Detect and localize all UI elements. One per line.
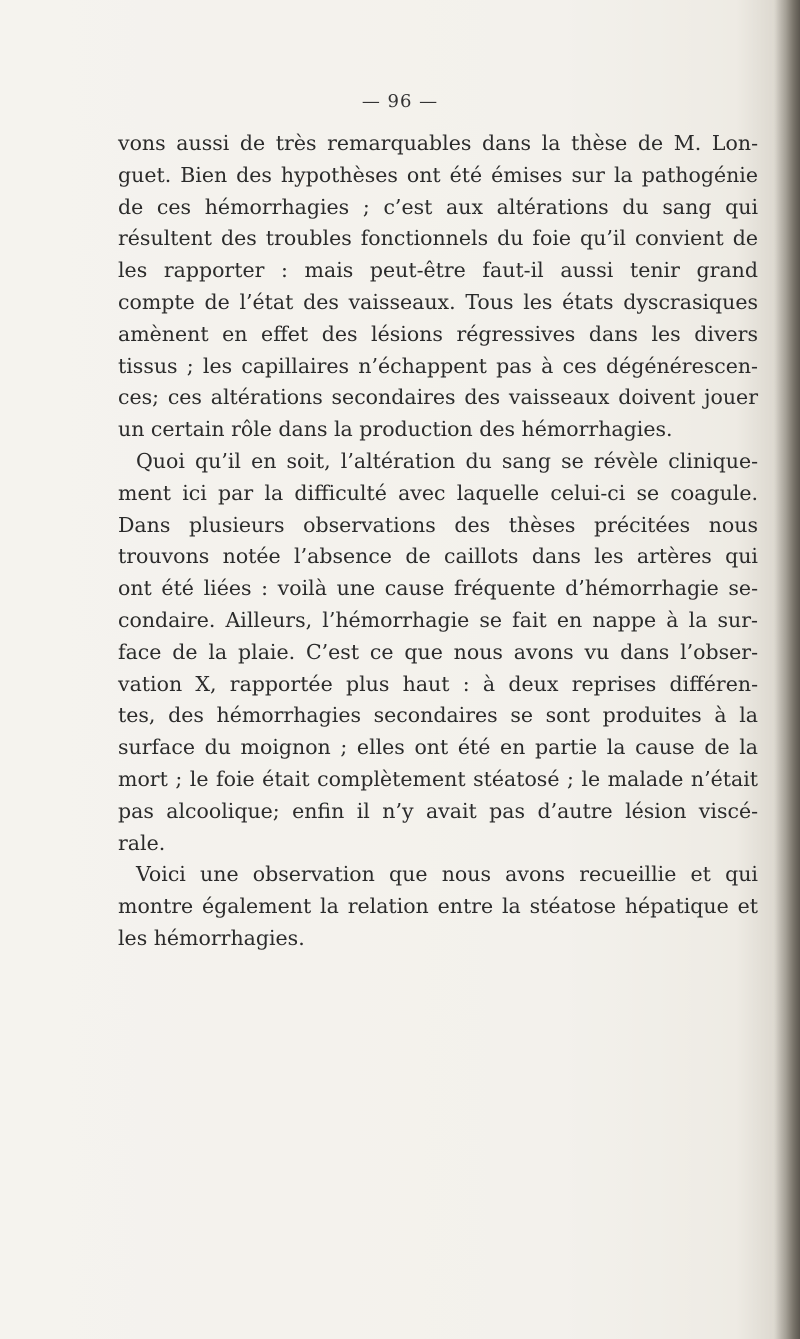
text-line: face de la plaie. C’est ce que nous avons vu dans l’obser- — [118, 639, 758, 664]
text-line: ont été liées : voilà une cause fréquente d’hémorrhagie se- — [118, 576, 758, 601]
text-line: vation X, rapportée plus haut : à deux reprises différen- — [118, 671, 758, 696]
page-number: — 96 — — [361, 91, 439, 112]
text-line: rale. — [118, 830, 166, 855]
text-line: Dans plusieurs observations des thèses précitées nous — [118, 512, 758, 537]
text-line: pas alcoolique; enfin il n’y avait pas d’autre lésion viscé- — [118, 798, 758, 823]
text-line: guet. Bien des hypothèses ont été émises sur la pathogénie — [118, 162, 758, 187]
text-line: condaire. Ailleurs, l’hémorrhagie se fait en nappe à la sur- — [118, 607, 758, 632]
text-line: trouvons notée l’absence de caillots dans les artères qui — [118, 544, 758, 569]
text-line: les hémorrhagies. — [118, 925, 305, 950]
text-line: tes, des hémorrhagies secondaires se sont produites à la — [118, 703, 758, 728]
text-line: compte de l’état des vaisseaux. Tous les états dyscrasiques — [118, 289, 758, 314]
text-line: montre également la relation entre la stéatose hépatique et — [118, 894, 758, 919]
text-line: ment ici par la difficulté avec laquelle celui-ci se coagule. — [118, 480, 758, 505]
page-edge-shadow — [774, 0, 800, 1339]
text-line: surface du moignon ; elles ont été en partie la cause de la — [118, 735, 758, 760]
text-line: tissus ; les capillaires n’échappent pas à ces dégénérescen- — [118, 353, 758, 378]
text-line: un certain rôle dans la production des hémorrhagies. — [118, 417, 673, 442]
text-line: les rapporter : mais peut-être faut-il aussi tenir grand — [118, 258, 758, 283]
text-line: vons aussi de très remarquables dans la thèse de M. Lon- — [118, 131, 758, 155]
text-line: de ces hémorrhagies ; c’est aux altérations du sang qui — [118, 194, 758, 219]
text-line: mort ; le foie était complètement stéatosé ; le malade n’était — [118, 766, 758, 791]
text-line: amènent en effet des lésions régressives dans les divers — [118, 321, 758, 346]
text-line: résultent des troubles fonctionnels du foie qu’il convient de — [118, 226, 758, 251]
text-line: Quoi qu’il en soit, l’altération du sang se révèle clinique- — [136, 448, 758, 473]
body-text — [118, 128, 758, 955]
text-line: ces; ces altérations secondaires des vaisseaux doivent jouer — [118, 385, 758, 410]
text-line: Voici une observation que nous avons recueillie et qui — [136, 862, 758, 887]
